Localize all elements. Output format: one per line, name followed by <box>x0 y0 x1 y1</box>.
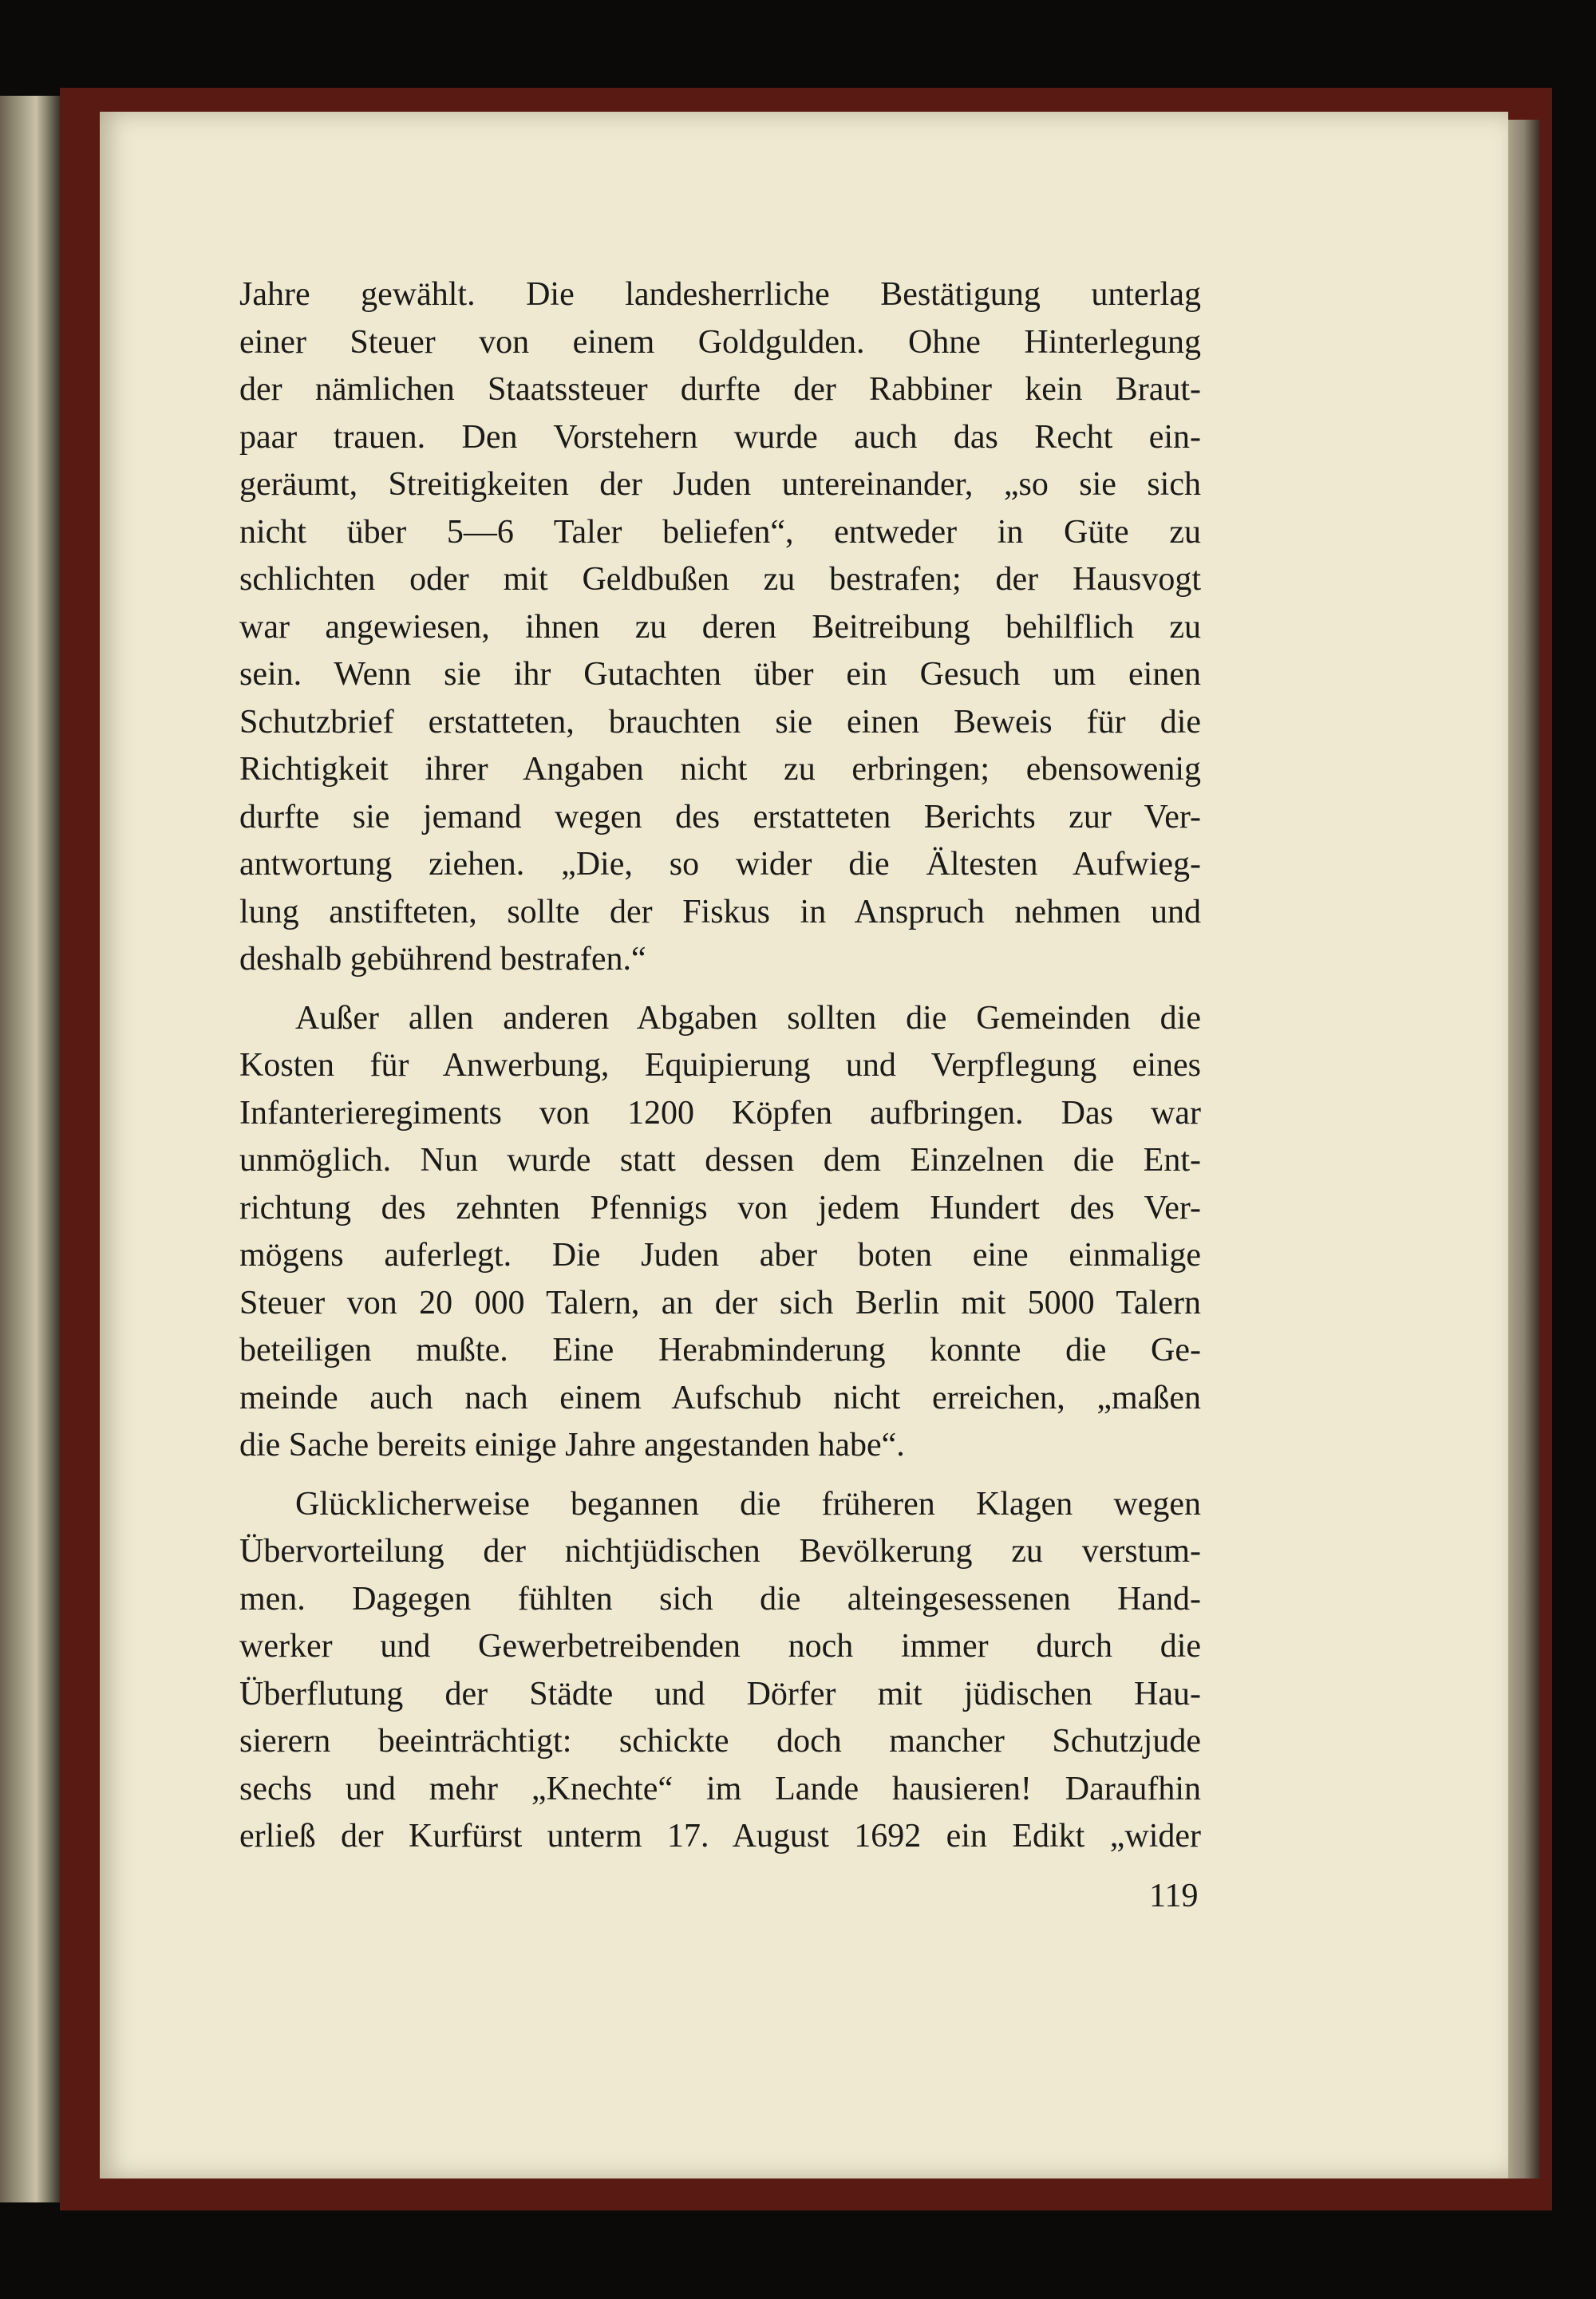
text-line: antwortung ziehen. „Die, so wider die Ältesten Aufwieg- <box>239 846 1201 883</box>
text-line: Übervorteilung der nichtjüdischen Bevölkerung zu verstum- <box>239 1533 1201 1570</box>
text-line: Schutzbrief erstatteten, brauchten sie einen Beweis für die <box>239 703 1201 741</box>
page-number: 119 <box>1149 1878 1199 1914</box>
text-line: einer Steuer von einem Goldgulden. Ohne Hinterlegung <box>239 323 1201 361</box>
text-line: unmöglich. Nun wurde statt dessen dem Einzelnen die Ent- <box>239 1142 1201 1179</box>
text-line: der nämlichen Staatssteuer durfte der Rabbiner kein Braut- <box>239 371 1201 408</box>
paragraph <box>239 995 1201 1470</box>
text-line: richtung des zehnten Pfennigs von jedem Hundert des Ver- <box>239 1189 1201 1227</box>
text-line: durfte sie jemand wegen des erstatteten Berichts zur Ver- <box>239 798 1201 835</box>
text-line: meinde auch nach einem Aufschub nicht erreichen, „maßen <box>239 1379 1201 1416</box>
text-line: sechs und mehr „Knechte“ im Lande hausieren! Daraufhin <box>239 1770 1201 1807</box>
facing-page-edge <box>0 96 60 2202</box>
body-text <box>239 271 1201 1872</box>
text-line: Steuer von 20 000 Talern, an der sich Berlin mit 5000 Talern <box>239 1284 1201 1321</box>
text-line: Glücklicherweise begannen die früheren Klagen wegen <box>295 1485 1201 1523</box>
text-line: werker und Gewerbetreibenden noch immer durch die <box>239 1628 1201 1665</box>
text-line: Richtigkeit ihrer Angaben nicht zu erbringen; ebensowenig <box>239 751 1201 788</box>
text-line: erließ der Kurfürst unterm 17. August 1692 ein Edikt „wider <box>239 1818 1201 1855</box>
text-line: Infanterieregiments von 1200 Köpfen aufbringen. Das war <box>239 1094 1201 1132</box>
text-line: schlichten oder mit Geldbußen zu bestrafen; der Hausvogt <box>239 561 1201 598</box>
text-line: Außer allen anderen Abgaben sollten die Gemeinden die <box>295 999 1201 1037</box>
text-line: Überflutung der Städte und Dörfer mit jüdischen Hau- <box>239 1675 1201 1712</box>
text-line: sein. Wenn sie ihr Gutachten über ein Gesuch um einen <box>239 656 1201 693</box>
text-line: lung anstifteten, sollte der Fiskus in Anspruch nehmen und <box>239 893 1201 930</box>
text-line: war angewiesen, ihnen zu deren Beitreibung behilflich zu <box>239 608 1201 646</box>
text-line: die Sache bereits einige Jahre angestanden habe“. <box>239 1427 905 1464</box>
text-line: beteiligen mußte. Eine Herabminderung konnte die Ge- <box>239 1332 1201 1369</box>
text-line: Jahre gewählt. Die landesherrliche Bestätigung unterlag <box>239 276 1201 313</box>
paragraph <box>239 271 1201 984</box>
text-line: geräumt, Streitigkeiten der Juden untereinander, „so sie sich <box>239 466 1201 503</box>
text-line: sierern beeinträchtigt: schickte doch mancher Schutzjude <box>239 1723 1201 1760</box>
text-line: Kosten für Anwerbung, Equipierung und Verpflegung eines <box>239 1047 1201 1084</box>
paragraph <box>239 1481 1201 1861</box>
text-line: paar trauen. Den Vorstehern wurde auch das Recht ein- <box>239 418 1201 456</box>
text-line: mögens auferlegt. Die Juden aber boten eine einmalige <box>239 1237 1201 1274</box>
text-line: deshalb gebührend bestrafen.“ <box>239 941 646 978</box>
text-line: men. Dagegen fühlten sich die alteingesessenen Hand- <box>239 1580 1201 1618</box>
text-line: nicht über 5—6 Taler beliefen“, entweder in Güte zu <box>239 513 1201 551</box>
